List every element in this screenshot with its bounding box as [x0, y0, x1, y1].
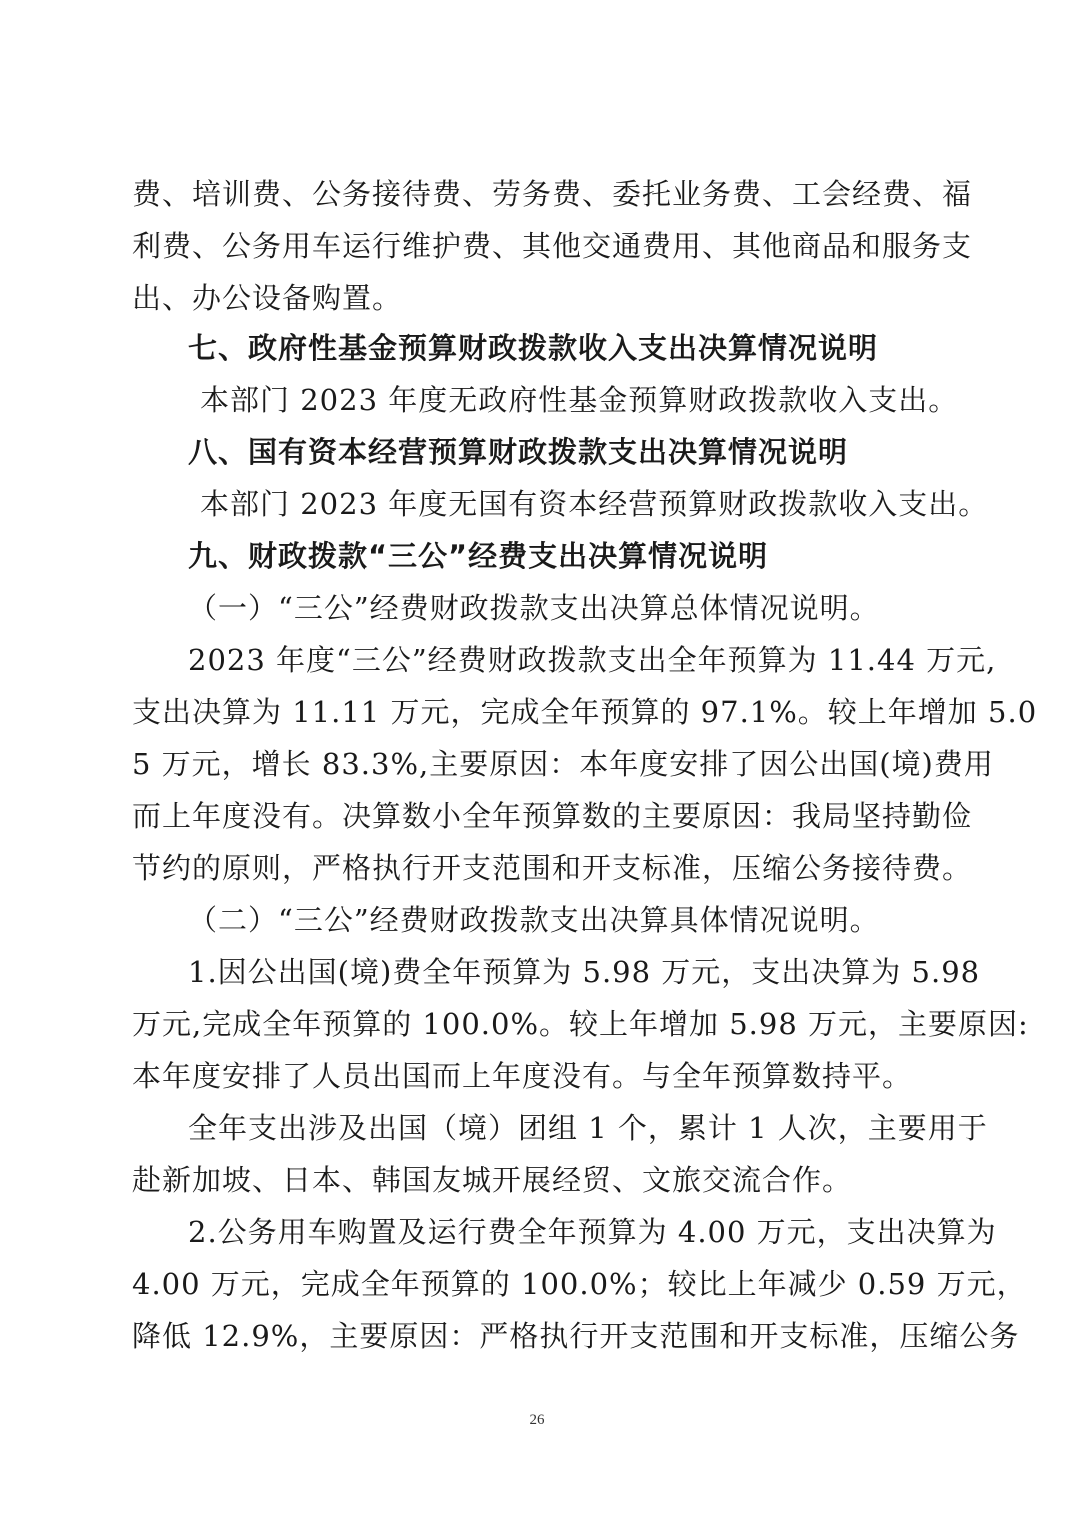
- subsection-heading: （二）“三公”经费财政拨款支出决算具体情况说明。: [188, 903, 880, 937]
- body-text-line: 4.00 万元，完成全年预算的 100.0%；较比上年减少 0.59 万元，: [132, 1267, 1027, 1301]
- body-text-line: 2.公务用车购置及运行费全年预算为 4.00 万元，支出决算为: [188, 1215, 997, 1249]
- section-heading-7: 七、政府性基金预算财政拨款收入支出决算情况说明: [188, 331, 879, 365]
- body-text-line: 1.因公出国(境)费全年预算为 5.98 万元，支出决算为 5.98: [188, 955, 981, 989]
- body-text-line: 而上年度没有。决算数小全年预算数的主要原因：我局坚持勤俭: [132, 799, 973, 833]
- section-heading-8: 八、国有资本经营预算财政拨款支出决算情况说明: [188, 435, 849, 469]
- body-text-line: 出、办公设备购置。: [132, 281, 403, 315]
- subsection-heading: （一）“三公”经费财政拨款支出决算总体情况说明。: [188, 591, 880, 625]
- body-text-line: 5 万元，增长 83.3%,主要原因：本年度安排了因公出国(境)费用: [132, 747, 994, 781]
- body-text-line: 费、培训费、公务接待费、劳务费、委托业务费、工会经费、福: [132, 177, 973, 211]
- page-number: 26: [529, 1412, 545, 1428]
- body-text-line: 本年度安排了人员出国而上年度没有。与全年预算数持平。: [132, 1059, 913, 1093]
- body-text-line: 利费、公务用车运行维护费、其他交通费用、其他商品和服务支: [132, 229, 973, 263]
- body-text-line: 降低 12.9%，主要原因：严格执行开支范围和开支标准，压缩公务: [132, 1319, 1020, 1353]
- body-text-line: 万元,完成全年预算的 100.0%。较上年增加 5.98 万元，主要原因:: [132, 1007, 1029, 1041]
- section-heading-9: 九、财政拨款“三公”经费支出决算情况说明: [188, 539, 769, 573]
- body-text-line: 支出决算为 11.11 万元，完成全年预算的 97.1%。较上年增加 5.0: [132, 695, 1038, 729]
- body-text-line: 节约的原则，严格执行开支范围和开支标准，压缩公务接待费。: [132, 851, 973, 885]
- body-text-line: 全年支出涉及出国（境）团组 1 个，累计 1 人次，主要用于: [188, 1111, 988, 1145]
- body-text-line: 2023 年度“三公”经费财政拨款支出全年预算为 11.44 万元,: [188, 643, 997, 677]
- body-text-line: 本部门 2023 年度无国有资本经营预算财政拨款收入支出。: [200, 487, 989, 521]
- body-text-line: 赴新加坡、日本、韩国友城开展经贸、文旅交流合作。: [132, 1163, 853, 1197]
- body-text-line: 本部门 2023 年度无政府性基金预算财政拨款收入支出。: [200, 383, 959, 417]
